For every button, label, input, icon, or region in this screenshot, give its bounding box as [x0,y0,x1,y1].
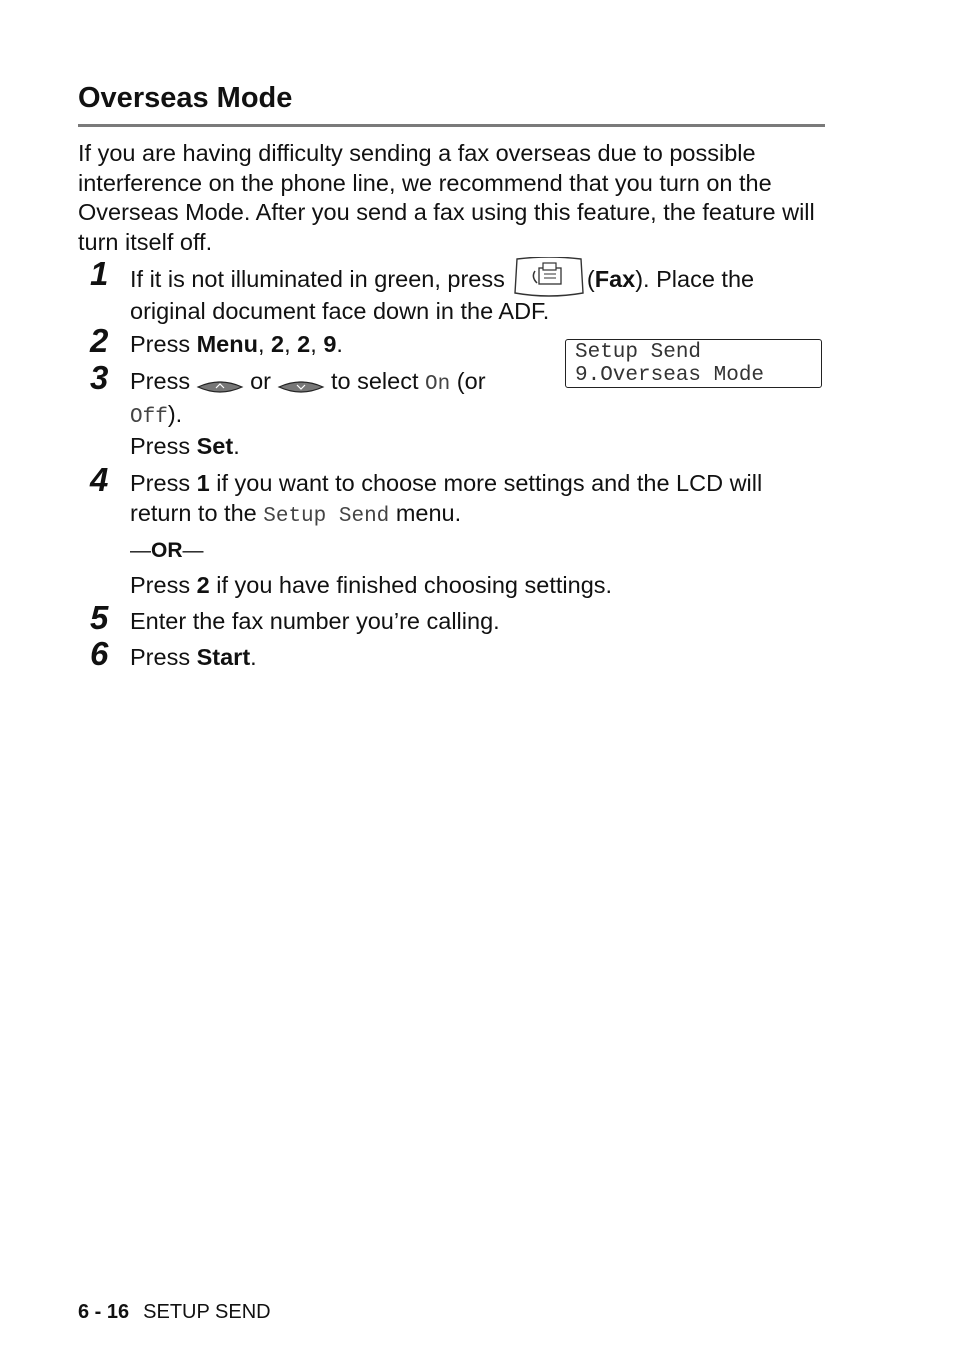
step-4-text: Press 1 if you want to choose more settings and the LCD will return to the Setup Send menu. [130,470,763,528]
up-arrow-key-icon [196,373,244,389]
fax-key-icon [513,257,585,297]
step-1-text: If it is not illuminated in green, press (Fax). Place the original document face down in the ADF. [130,265,830,327]
lcd-line-2: 9.Overseas Mode [575,364,765,387]
step-5-text: Enter the fax number you’re calling. [130,608,500,634]
intro-paragraph: If you are having difficulty sending a fax overseas due to possible interference on the phone line, we recommend that you turn on the Overseas Mode. After you send a fax using this feature, the feature will turn itself off. [78,140,815,255]
step-3-text: Press or to select On (or Off). [130,368,486,429]
step-number-2: 2 [90,322,109,359]
title-underline [78,124,825,127]
step-3-set-text: Press Set. [130,433,240,459]
or-divider: —OR— [130,539,204,562]
step-number-4: 4 [90,461,109,498]
page-title: Overseas Mode [78,82,293,114]
step-number-6: 6 [90,635,109,672]
step-6-text: Press Start. [130,644,257,670]
lcd-line-1: Setup Send [575,341,702,364]
step-4-alt-text: Press 2 if you have finished choosing settings. [130,572,613,598]
down-arrow-key-icon [277,373,325,389]
page-footer [78,1301,271,1324]
page-number: 6 - 16 [78,1301,130,1323]
step-number-1: 1 [90,255,109,292]
step-number-3: 3 [90,359,109,396]
step-2-text: Press Menu, 2, 2, 9. [130,331,343,357]
lcd-display [565,339,822,388]
section-name: SETUP SEND [143,1301,271,1323]
step-number-5: 5 [90,599,109,636]
